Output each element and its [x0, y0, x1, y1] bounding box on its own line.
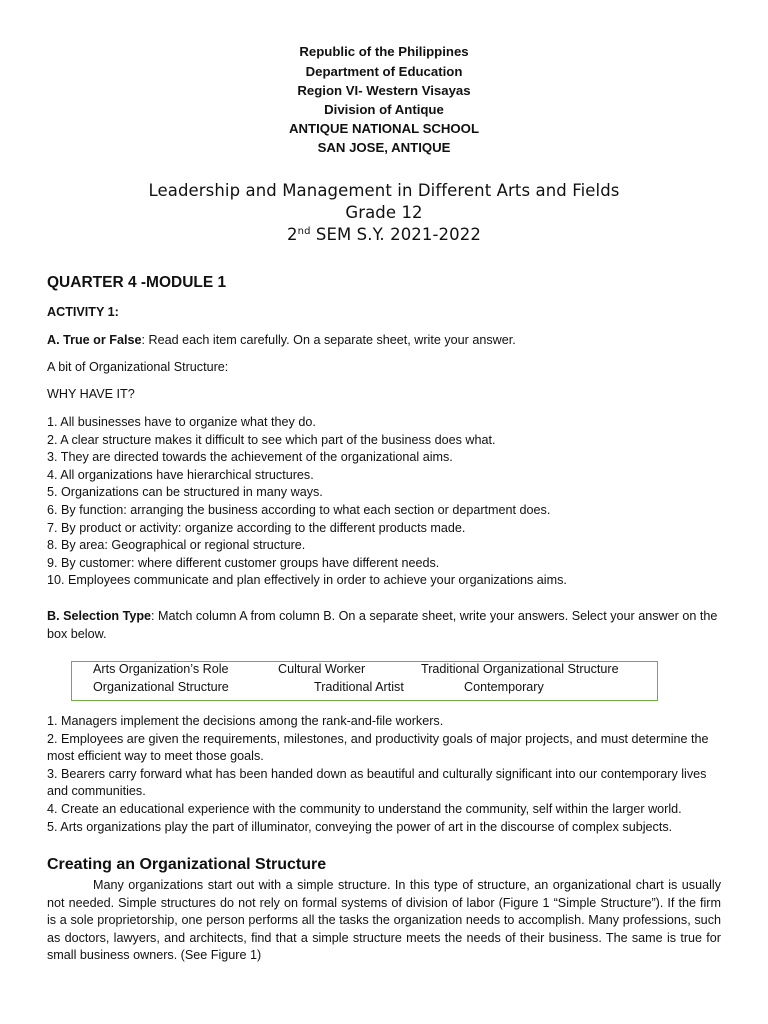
activity-label: ACTIVITY 1: [47, 305, 119, 319]
list-item: 4. All organizations have hierarchical structures. [47, 467, 314, 482]
choice-traditional-organizational-structure: Traditional Organizational Structure [421, 662, 619, 676]
list-item: 6. By function: arranging the business according to what each section or department does. [47, 502, 551, 517]
section-paragraph: Many organizations start out with a simple structure. In this type of structure, an organizational chart is usually not needed. Simple structures do not rely on formal systems of division of labor (Figure 1 “Simple Structure”). If the firm is a sole proprietorship, one person performs all the tasks the organization needs to accomplish. Many professions, such as doctors, lawyers, and architects, find that a simple structure meets the needs of their business. The same is true for small business owners. (See Figure 1) [47, 878, 721, 963]
list-item: 3. They are directed towards the achievement of the organizational aims. [47, 450, 453, 465]
part-a-label: A. True or False [47, 333, 142, 347]
part-a-instruction-text: : Read each item carefully. On a separate sheet, write your answer. [141, 333, 516, 347]
part-a-intro: A bit of Organizational Structure: [47, 360, 229, 374]
list-item: 3. Bearers carry forward what has been handed down as beautiful and culturally significant into our contemporary lives and communities. [47, 766, 707, 799]
header-line-division: Division of Antique [324, 102, 444, 117]
semester-ordinal: nd [297, 226, 311, 237]
part-b-label: B. Selection Type [47, 609, 152, 623]
choice-arts-organizations-role: Arts Organization’s Role [93, 662, 229, 676]
list-item: 1. Managers implement the decisions among the rank-and-file workers. [47, 714, 444, 728]
choice-contemporary: Contemporary [464, 680, 544, 694]
part-b-instruction-text: : Match column A from column B. On a separate sheet, write your answers. Select your answer on the box below. [47, 609, 718, 641]
header-line-location: SAN JOSE, ANTIQUE [317, 140, 451, 155]
part-b-instruction [47, 608, 721, 643]
subject-title: Leadership and Management in Different Arts and Fields [148, 181, 620, 200]
section-heading: Creating an Organizational Structure [47, 856, 327, 873]
part-a-item-list [47, 414, 721, 590]
header-line-school: ANTIQUE NATIONAL SCHOOL [289, 121, 479, 136]
list-item: 8. By area: Geographical or regional structure. [47, 538, 306, 553]
semester-year: SEM S.Y. 2021-2022 [310, 225, 481, 244]
semester-number: 2 [287, 225, 298, 244]
choice-organizational-structure: Organizational Structure [93, 680, 229, 694]
list-item: 4. Create an educational experience with the community to understand the community, self within the larger world. [47, 801, 682, 816]
list-item: 7. By product or activity: organize according to the different products made. [47, 520, 466, 535]
list-item: 10. Employees communicate and plan effectively in order to achieve your organizations aims. [47, 573, 567, 588]
choice-cultural-worker: Cultural Worker [278, 662, 366, 676]
part-b-item-list [47, 713, 721, 836]
list-item: 5. Arts organizations play the part of illuminator, conveying the power of art in the discourse of complex subjects. [47, 819, 673, 834]
list-item: 2. A clear structure makes it difficult to see which part of the business does what. [47, 432, 496, 447]
grade-title: Grade 12 [345, 203, 423, 222]
answer-choices-box [71, 661, 658, 701]
list-item: 5. Organizations can be structured in many ways. [47, 485, 323, 500]
choice-traditional-artist: Traditional Artist [314, 680, 404, 694]
part-a-instruction [47, 332, 721, 350]
list-item: 2. Employees are given the requirements, milestones, and productivity goals of major projects, and must determine the most efficient way to meet those goals. [47, 731, 709, 764]
semester-title [0, 224, 768, 246]
module-heading: QUARTER 4 -MODULE 1 [47, 274, 227, 291]
list-item: 1. All businesses have to organize what they do. [47, 415, 316, 429]
list-item: 9. By customer: where different customer groups have different needs. [47, 555, 440, 570]
header-line-republic: Republic of the Philippines [299, 44, 469, 59]
header-line-department: Department of Education [305, 64, 463, 79]
header-line-region: Region VI- Western Visayas [297, 83, 471, 98]
part-a-why: WHY HAVE IT? [47, 387, 135, 401]
